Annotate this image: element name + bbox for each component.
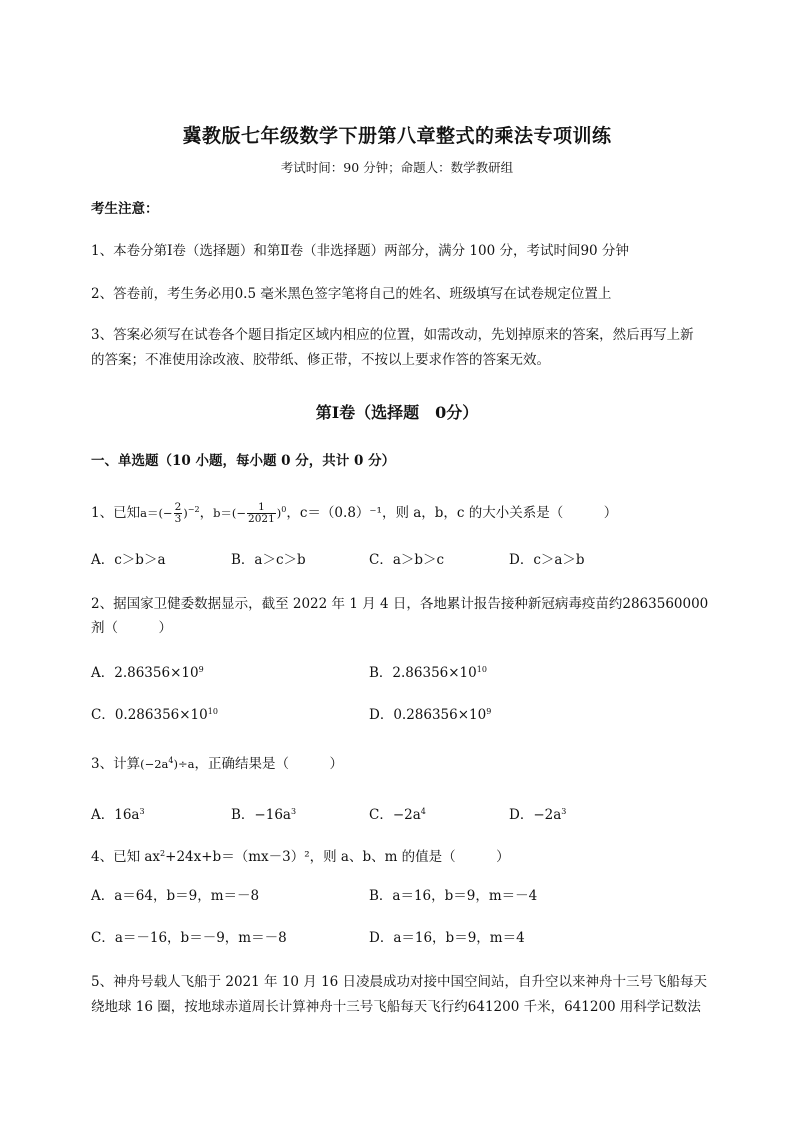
q3-expr-open: (−2a (140, 757, 169, 771)
q2-option-b-power: 10 (476, 665, 487, 674)
q2-option-d[interactable] (369, 702, 491, 725)
part-title: 一、单选题（10 小题，每小题 0 分，共计 0 分） (91, 453, 396, 469)
q2-option-a-power: 9 (198, 665, 204, 674)
notice-item-1: 1、本卷分第Ⅰ卷（选择题）和第Ⅱ卷（非选择题）两部分，满分 100 分，考试时间90 分钟 (91, 243, 629, 259)
q3-option-b-power: 3 (290, 807, 297, 816)
q2-option-c-base: C．0.286356×10 (91, 707, 208, 723)
q1-a-numerator: 2 (174, 501, 182, 513)
q2-option-c-power: 10 (207, 707, 218, 716)
q3-option-d-base: D．−2a (509, 807, 562, 823)
notice-item-3: 3、答案必须写在试卷各个题目指定区域内相应的位置，如需改动，先划掉原来的答案，然后再写上新 (91, 327, 694, 343)
q2-option-c[interactable] (91, 702, 218, 725)
question-5-stem-cont: 绕地球 16 圈，按地球赤道周长计算神舟十三号飞船每天飞行约641200 千米，641200 用科学记数法 (91, 999, 701, 1015)
q1-b-open: b＝(− (213, 506, 247, 520)
q4-option-a[interactable]: A．a＝64，b＝9，m＝－8 (91, 888, 260, 904)
q1-b-fraction (247, 502, 276, 525)
q3-option-a[interactable] (91, 802, 145, 825)
q3-option-d[interactable] (509, 802, 566, 825)
q4-power: 2 (160, 849, 166, 858)
q1-c-text: ，c＝（0.8）⁻¹，则 a，b，c 的大小关系是（ ） (286, 505, 618, 521)
q4-prefix: 4、已知 ax (91, 849, 161, 865)
q1-option-c[interactable]: C．a＞b＞c (369, 552, 445, 568)
notice-item-2: 2、答卷前，考生务必用0.5 毫米黑色签字笔将自己的姓名、班级填写在试卷规定位置上 (91, 286, 612, 302)
question-3-stem (91, 751, 741, 774)
q3-option-b-base: B．−16a (231, 807, 291, 823)
q4-option-b[interactable]: B．a＝16，b＝9，m＝－4 (369, 888, 538, 904)
q3-option-b[interactable] (231, 802, 296, 825)
q3-option-a-power: 3 (139, 807, 145, 816)
q3-expr-close: )÷a (173, 757, 195, 771)
q1-b-close: ) (276, 506, 282, 520)
q3-option-c-base: C．−2a (369, 807, 421, 823)
q1-sep: ， (199, 505, 214, 521)
notice-heading: 考生注意： (91, 201, 159, 217)
question-2-stem: 2、据国家卫健委数据显示，截至 2022 年 1 月 4 日，各地累计报告接种新冠病毒疫苗约2863560000 (91, 596, 709, 612)
q1-option-d[interactable]: D．c＞a＞b (509, 552, 585, 568)
q4-option-c[interactable]: C．a＝－16，b＝－9，m＝－8 (91, 930, 287, 946)
q1-b-power: 0 (281, 505, 287, 514)
q3-option-d-power: 3 (561, 807, 567, 816)
q1-option-a[interactable]: A．c＞b＞a (91, 552, 166, 568)
q3-option-a-base: A．16a (91, 807, 140, 823)
q2-option-d-power: 9 (486, 707, 492, 716)
q1-a-close: ) (183, 506, 188, 520)
q1-a-open: a＝(− (140, 506, 173, 520)
q1-a-denominator: 3 (174, 513, 182, 525)
page-subtitle: 考试时间：90 分钟；命题人：数学教研组 (280, 160, 514, 175)
q3-suffix: ，正确结果是（ ） (194, 756, 343, 772)
q2-option-b[interactable] (369, 660, 487, 683)
q1-prefix: 1、已知 (91, 505, 141, 521)
q1-b-denominator: 2021 (248, 513, 275, 525)
q3-option-c-power: 4 (420, 807, 426, 816)
q3-expr-power: 4 (168, 756, 174, 765)
q2-option-a-base: A．2.86356×10 (91, 665, 199, 681)
question-5-stem: 5、神舟号载人飞船于 2021 年 10 月 16 日凌晨成功对接中国空间站，自升空以来神舟十三号飞船每天 (91, 974, 708, 990)
question-4-stem (91, 844, 741, 867)
q1-option-b[interactable]: B．a＞c＞b (231, 552, 306, 568)
section-title: 第Ⅰ卷（选择题 0分） (315, 403, 479, 422)
q3-option-c[interactable] (369, 802, 426, 825)
page-title: 冀教版七年级数学下册第八章整式的乘法专项训练 (182, 125, 612, 147)
notice-item-3-cont: 的答案；不准使用涂改液、胶带纸、修正带，不按以上要求作答的答案无效。 (91, 352, 550, 368)
q2-option-d-base: D．0.286356×10 (369, 707, 487, 723)
question-2-stem-cont: 剂（ ） (91, 620, 172, 636)
q1-a-fraction (174, 502, 183, 525)
question-1-stem (91, 497, 741, 526)
q1-b-numerator: 1 (247, 502, 276, 514)
q3-prefix: 3、计算 (91, 756, 141, 772)
q4-option-d[interactable]: D．a＝16，b＝9，m＝4 (369, 930, 525, 946)
q1-a-power: −2 (187, 505, 200, 514)
q4-stem-rest: +24x+b＝（mx－3）²，则 a、b、m 的值是（ ） (165, 849, 510, 865)
q2-option-a[interactable] (91, 660, 204, 683)
q2-option-b-base: B．2.86356×10 (369, 665, 477, 681)
